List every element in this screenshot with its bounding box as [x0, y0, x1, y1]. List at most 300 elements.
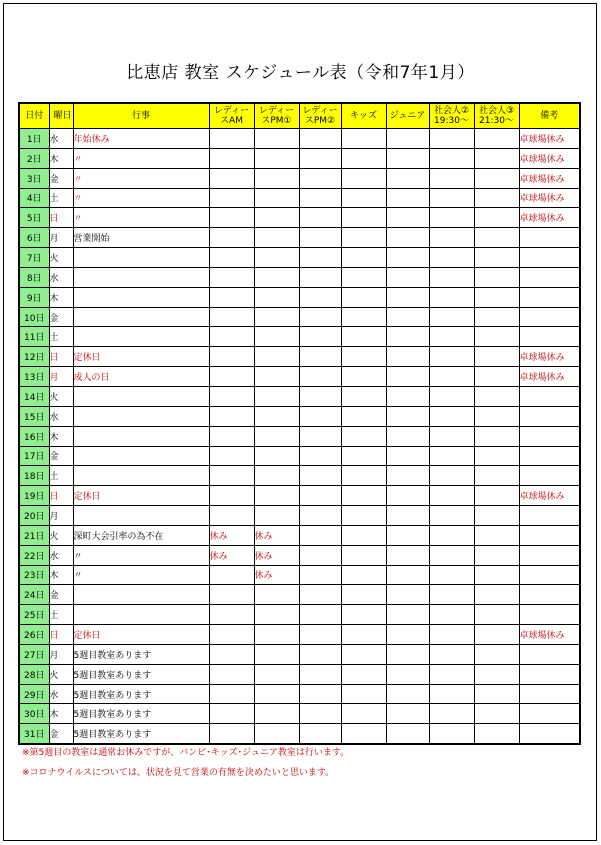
adult2-cell [429, 148, 474, 168]
adult3-cell [474, 684, 519, 704]
table-row [19, 287, 580, 307]
table-row [19, 406, 580, 426]
event-cell: 営業開始 [73, 228, 209, 248]
weekday-cell: 土 [49, 188, 73, 208]
weekday-cell: 金 [49, 168, 73, 188]
kids-cell [341, 406, 386, 426]
junior-cell [386, 287, 429, 307]
ladies-pm1-cell [254, 506, 299, 526]
ladies-pm2-cell [299, 664, 341, 684]
note-cell: 卓球場休み [519, 367, 580, 387]
date-cell: 5日 [19, 208, 49, 228]
table-row [19, 267, 580, 287]
adult2-cell [429, 585, 474, 605]
ladies-am-cell [209, 446, 254, 466]
note-cell [519, 525, 580, 545]
date-cell: 13日 [19, 367, 49, 387]
junior-cell [386, 367, 429, 387]
adult3-cell [474, 466, 519, 486]
ladies-pm1-cell: 休み [254, 545, 299, 565]
note-cell [519, 466, 580, 486]
date-cell: 19日 [19, 486, 49, 506]
date-cell: 26日 [19, 625, 49, 645]
table-row [19, 188, 580, 208]
adult2-cell [429, 327, 474, 347]
ladies-pm1-cell [254, 168, 299, 188]
weekday-cell: 火 [49, 386, 73, 406]
junior-cell [386, 446, 429, 466]
kids-cell [341, 446, 386, 466]
adult3-cell [474, 208, 519, 228]
weekday-cell: 月 [49, 228, 73, 248]
event-cell: 年始休み [73, 129, 209, 149]
junior-cell [386, 486, 429, 506]
date-cell: 2日 [19, 148, 49, 168]
event-cell: 定休日 [73, 347, 209, 367]
event-cell [73, 267, 209, 287]
table-row [19, 248, 580, 268]
ladies-pm1-cell [254, 406, 299, 426]
event-cell [73, 287, 209, 307]
junior-cell [386, 129, 429, 149]
header-weekday: 曜日 [49, 103, 73, 129]
header-junior: ジュニア [386, 103, 429, 129]
header-ladies-pm2: レディー スPM② [299, 103, 341, 129]
ladies-pm2-cell [299, 208, 341, 228]
ladies-am-cell [209, 625, 254, 645]
date-cell: 22日 [19, 545, 49, 565]
kids-cell [341, 307, 386, 327]
table-row [19, 664, 580, 684]
ladies-pm1-cell [254, 446, 299, 466]
adult2-cell [429, 684, 474, 704]
ladies-pm1-cell [254, 684, 299, 704]
ladies-pm2-cell [299, 644, 341, 664]
junior-cell [386, 208, 429, 228]
ladies-pm1-cell [254, 625, 299, 645]
date-cell: 23日 [19, 565, 49, 585]
date-cell: 14日 [19, 386, 49, 406]
event-cell: 〃 [73, 168, 209, 188]
event-cell [73, 406, 209, 426]
event-cell [73, 248, 209, 268]
ladies-am-cell [209, 248, 254, 268]
ladies-pm1-cell [254, 327, 299, 347]
note-cell [519, 704, 580, 724]
kids-cell [341, 625, 386, 645]
junior-cell [386, 406, 429, 426]
date-cell: 11日 [19, 327, 49, 347]
event-cell: 5週目教室あります [73, 664, 209, 684]
adult2-cell [429, 426, 474, 446]
event-cell [73, 386, 209, 406]
ladies-am-cell [209, 188, 254, 208]
header-adult2: 社会人② 19:30〜 [429, 103, 474, 129]
adult3-cell [474, 228, 519, 248]
ladies-pm2-cell [299, 267, 341, 287]
weekday-cell: 月 [49, 644, 73, 664]
adult2-cell [429, 228, 474, 248]
note-cell [519, 267, 580, 287]
ladies-am-cell [209, 486, 254, 506]
kids-cell [341, 228, 386, 248]
header-kids: キッズ [341, 103, 386, 129]
note-cell [519, 307, 580, 327]
date-cell: 30日 [19, 704, 49, 724]
weekday-cell: 月 [49, 367, 73, 387]
adult3-cell [474, 267, 519, 287]
ladies-pm1-cell: 休み [254, 565, 299, 585]
kids-cell [341, 605, 386, 625]
adult3-cell [474, 644, 519, 664]
table-row [19, 168, 580, 188]
weekday-cell: 月 [49, 506, 73, 526]
page-title: 比恵店 教室 スケジュール表（令和7年1月） [126, 63, 475, 83]
ladies-pm2-cell [299, 367, 341, 387]
footnote-1: ※第5週目の教室は通常お休みですが、バンビ･キッズ･ジュニア教室は行います。 [22, 748, 350, 758]
junior-cell [386, 724, 429, 744]
junior-cell [386, 466, 429, 486]
adult3-cell [474, 287, 519, 307]
event-cell: 5週目教室あります [73, 644, 209, 664]
adult2-cell [429, 168, 474, 188]
adult2-cell [429, 565, 474, 585]
weekday-cell: 金 [49, 724, 73, 744]
date-cell: 16日 [19, 426, 49, 446]
kids-cell [341, 664, 386, 684]
table-row [19, 307, 580, 327]
adult3-cell [474, 248, 519, 268]
ladies-pm2-cell [299, 148, 341, 168]
note-cell [519, 287, 580, 307]
event-cell [73, 506, 209, 526]
event-cell: 定休日 [73, 625, 209, 645]
adult3-cell [474, 446, 519, 466]
note-cell [519, 248, 580, 268]
event-cell: 〃 [73, 545, 209, 565]
ladies-am-cell [209, 426, 254, 446]
adult2-cell [429, 248, 474, 268]
table-row [19, 704, 580, 724]
weekday-cell: 木 [49, 148, 73, 168]
ladies-pm1-cell [254, 267, 299, 287]
kids-cell [341, 168, 386, 188]
ladies-pm2-cell [299, 525, 341, 545]
date-cell: 18日 [19, 466, 49, 486]
table-row [19, 327, 580, 347]
ladies-pm2-cell [299, 446, 341, 466]
adult3-cell [474, 129, 519, 149]
event-cell [73, 446, 209, 466]
adult3-cell [474, 525, 519, 545]
ladies-am-cell [209, 506, 254, 526]
ladies-am-cell [209, 644, 254, 664]
adult3-cell [474, 347, 519, 367]
weekday-cell: 水 [49, 545, 73, 565]
note-cell: 卓球場休み [519, 208, 580, 228]
event-cell: 〃 [73, 208, 209, 228]
ladies-am-cell [209, 267, 254, 287]
ladies-pm1-cell [254, 208, 299, 228]
ladies-am-cell [209, 287, 254, 307]
kids-cell [341, 565, 386, 585]
adult3-cell [474, 188, 519, 208]
event-cell: 〃 [73, 188, 209, 208]
ladies-pm2-cell [299, 386, 341, 406]
ladies-pm1-cell [254, 426, 299, 446]
table-row [19, 644, 580, 664]
adult3-cell [474, 386, 519, 406]
ladies-pm1-cell [254, 585, 299, 605]
weekday-cell: 金 [49, 446, 73, 466]
note-cell: 卓球場休み [519, 148, 580, 168]
junior-cell [386, 664, 429, 684]
table-row [19, 208, 580, 228]
junior-cell [386, 704, 429, 724]
adult2-cell [429, 466, 474, 486]
kids-cell [341, 426, 386, 446]
header-row [19, 103, 580, 129]
kids-cell [341, 724, 386, 744]
ladies-am-cell [209, 605, 254, 625]
ladies-am-cell [209, 327, 254, 347]
date-cell: 10日 [19, 307, 49, 327]
ladies-pm2-cell [299, 188, 341, 208]
ladies-pm1-cell [254, 466, 299, 486]
adult3-cell [474, 406, 519, 426]
table-row [19, 148, 580, 168]
weekday-cell: 土 [49, 466, 73, 486]
event-cell: 5週目教室あります [73, 704, 209, 724]
note-cell [519, 585, 580, 605]
adult3-cell [474, 664, 519, 684]
ladies-am-cell [209, 148, 254, 168]
ladies-am-cell [209, 168, 254, 188]
kids-cell [341, 148, 386, 168]
kids-cell [341, 208, 386, 228]
note-cell: 卓球場休み [519, 168, 580, 188]
note-cell [519, 446, 580, 466]
adult2-cell [429, 545, 474, 565]
header-ladies-am: レディー スAM [209, 103, 254, 129]
ladies-am-cell [209, 724, 254, 744]
junior-cell [386, 188, 429, 208]
weekday-cell: 日 [49, 347, 73, 367]
adult3-cell [474, 426, 519, 446]
note-cell [519, 406, 580, 426]
ladies-pm1-cell [254, 664, 299, 684]
adult3-cell [474, 605, 519, 625]
ladies-am-cell [209, 406, 254, 426]
ladies-am-cell [209, 386, 254, 406]
note-cell [519, 565, 580, 585]
adult2-cell [429, 188, 474, 208]
kids-cell [341, 248, 386, 268]
ladies-pm1-cell [254, 148, 299, 168]
weekday-cell: 金 [49, 307, 73, 327]
date-cell: 29日 [19, 684, 49, 704]
ladies-pm1-cell [254, 724, 299, 744]
event-cell: 〃 [73, 148, 209, 168]
ladies-pm2-cell [299, 684, 341, 704]
ladies-pm2-cell [299, 724, 341, 744]
ladies-am-cell [209, 228, 254, 248]
date-cell: 21日 [19, 525, 49, 545]
table-row [19, 466, 580, 486]
date-cell: 25日 [19, 605, 49, 625]
ladies-pm2-cell [299, 287, 341, 307]
ladies-pm2-cell [299, 704, 341, 724]
weekday-cell: 日 [49, 208, 73, 228]
ladies-pm1-cell [254, 307, 299, 327]
note-cell [519, 545, 580, 565]
adult2-cell [429, 307, 474, 327]
adult2-cell [429, 406, 474, 426]
date-cell: 1日 [19, 129, 49, 149]
note-cell: 卓球場休み [519, 486, 580, 506]
ladies-am-cell [209, 347, 254, 367]
weekday-cell: 火 [49, 248, 73, 268]
ladies-pm2-cell [299, 228, 341, 248]
kids-cell [341, 267, 386, 287]
table-row [19, 545, 580, 565]
junior-cell [386, 327, 429, 347]
schedule-body [19, 129, 580, 745]
ladies-pm1-cell [254, 486, 299, 506]
ladies-pm2-cell [299, 506, 341, 526]
event-cell: 5週目教室あります [73, 684, 209, 704]
note-cell [519, 724, 580, 744]
adult2-cell [429, 386, 474, 406]
adult2-cell [429, 486, 474, 506]
ladies-pm2-cell [299, 248, 341, 268]
adult2-cell [429, 605, 474, 625]
ladies-pm1-cell: 休み [254, 525, 299, 545]
adult2-cell [429, 347, 474, 367]
date-cell: 6日 [19, 228, 49, 248]
ladies-am-cell [209, 129, 254, 149]
note-cell [519, 644, 580, 664]
date-cell: 31日 [19, 724, 49, 744]
ladies-pm1-cell [254, 248, 299, 268]
junior-cell [386, 168, 429, 188]
event-cell [73, 327, 209, 347]
ladies-pm1-cell [254, 644, 299, 664]
event-cell: 定休日 [73, 486, 209, 506]
adult2-cell [429, 129, 474, 149]
header-event: 行事 [73, 103, 209, 129]
adult3-cell [474, 625, 519, 645]
table-row [19, 724, 580, 744]
weekday-cell: 水 [49, 684, 73, 704]
adult3-cell [474, 724, 519, 744]
junior-cell [386, 525, 429, 545]
kids-cell [341, 347, 386, 367]
weekday-cell: 木 [49, 565, 73, 585]
table-row [19, 228, 580, 248]
table-row [19, 347, 580, 367]
ladies-pm1-cell [254, 605, 299, 625]
weekday-cell: 木 [49, 287, 73, 307]
kids-cell [341, 704, 386, 724]
table-row [19, 525, 580, 545]
adult3-cell [474, 565, 519, 585]
event-cell [73, 585, 209, 605]
table-row [19, 367, 580, 387]
note-cell [519, 684, 580, 704]
kids-cell [341, 287, 386, 307]
ladies-am-cell [209, 585, 254, 605]
note-cell: 卓球場休み [519, 188, 580, 208]
adult3-cell [474, 506, 519, 526]
note-cell [519, 605, 580, 625]
table-row [19, 446, 580, 466]
adult2-cell [429, 724, 474, 744]
event-cell [73, 466, 209, 486]
kids-cell [341, 129, 386, 149]
ladies-pm2-cell [299, 168, 341, 188]
junior-cell [386, 625, 429, 645]
header-note: 備考 [519, 103, 580, 129]
schedule-table [18, 102, 581, 745]
table-row [19, 426, 580, 446]
event-cell [73, 426, 209, 446]
date-cell: 17日 [19, 446, 49, 466]
adult3-cell [474, 148, 519, 168]
header-date: 日付 [19, 103, 49, 129]
ladies-pm2-cell [299, 466, 341, 486]
event-cell [73, 307, 209, 327]
date-cell: 20日 [19, 506, 49, 526]
junior-cell [386, 684, 429, 704]
adult2-cell [429, 208, 474, 228]
ladies-am-cell [209, 565, 254, 585]
ladies-pm2-cell [299, 486, 341, 506]
junior-cell [386, 148, 429, 168]
adult2-cell [429, 625, 474, 645]
event-cell: 深町大会引率の為不在 [73, 525, 209, 545]
note-cell [519, 506, 580, 526]
ladies-pm2-cell [299, 605, 341, 625]
ladies-pm1-cell [254, 188, 299, 208]
table-row [19, 625, 580, 645]
weekday-cell: 木 [49, 704, 73, 724]
adult2-cell [429, 664, 474, 684]
adult2-cell [429, 446, 474, 466]
event-cell: 〃 [73, 565, 209, 585]
kids-cell [341, 525, 386, 545]
table-row [19, 386, 580, 406]
adult3-cell [474, 367, 519, 387]
ladies-am-cell [209, 466, 254, 486]
ladies-pm1-cell [254, 287, 299, 307]
adult3-cell [474, 486, 519, 506]
adult2-cell [429, 644, 474, 664]
ladies-pm2-cell [299, 585, 341, 605]
table-row [19, 565, 580, 585]
kids-cell [341, 367, 386, 387]
event-cell: 成人の日 [73, 367, 209, 387]
adult2-cell [429, 367, 474, 387]
adult2-cell [429, 506, 474, 526]
ladies-pm1-cell [254, 704, 299, 724]
weekday-cell: 土 [49, 605, 73, 625]
footnote-2: ※コロナウイルスについては、状況を見て営業の有無を決めたいと思います。 [22, 768, 335, 778]
weekday-cell: 木 [49, 426, 73, 446]
ladies-pm1-cell [254, 129, 299, 149]
note-cell [519, 664, 580, 684]
junior-cell [386, 565, 429, 585]
